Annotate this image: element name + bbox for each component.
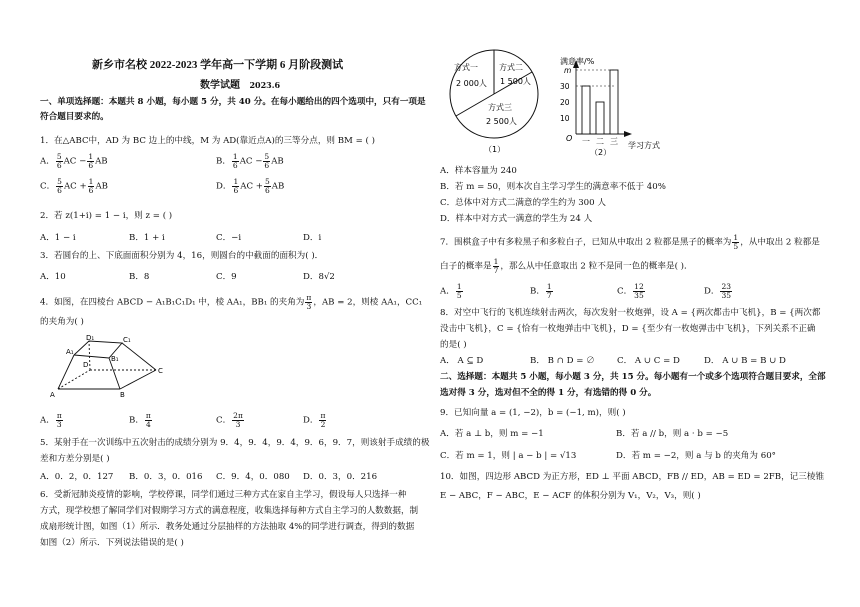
q9-option-b: B．若 a // b，则 a · b = −5: [616, 429, 729, 439]
q9-option-a: A．若 a ⊥ b，则 m = −1: [440, 429, 544, 439]
pie-slice-1-name: 方式一: [454, 63, 478, 72]
q6-option-b: B．若 m = 50，则本次自主学习学生的满意率不低于 40%: [440, 182, 666, 192]
q5-option-d: D．0．3，0．216: [303, 472, 378, 482]
q1-option-d: D． $\frac{1}{6}$ AC + $\frac{5}{6}$ AB: [216, 177, 285, 195]
label-A1: A₁: [66, 348, 74, 356]
q6-option-d: D．样本中对方式一满意的学生为 24 人: [440, 214, 593, 224]
y-tick-label: 20: [560, 98, 570, 107]
label-C: C: [158, 367, 163, 375]
q8-option-a: A． A ⊆ D: [440, 356, 484, 366]
label-C1: C₁: [123, 336, 131, 344]
page-subtitle: [200, 80, 280, 91]
q4-option-c: C． $\frac{2\pi}{3}$: [216, 411, 243, 429]
q4-option-b: B． $\frac{\pi}{4}$: [129, 411, 151, 429]
q10-stem-line1: 10．如图，四边形 ABCD 为正方形，ED ⊥ 平面 ABCD，FB // ED，AB = ED = 2FB，记三棱锥: [440, 472, 825, 482]
q8-option-b: B． B ∩ D = ∅: [530, 356, 595, 366]
y-tick-label: m: [564, 66, 572, 75]
q5-option-b: B．0．3，0．016: [129, 472, 203, 482]
pie-slice-3-value: 2 500人: [486, 117, 517, 126]
q4-option-a: A． $\frac{\pi}{3}$: [40, 411, 62, 429]
y-tick-label: 30: [560, 82, 570, 91]
subtitle-date: 2023.6: [249, 80, 281, 90]
q5-option-c: C．9．4，0．080: [216, 472, 290, 482]
pie-slice-1-value: 2 000人: [456, 79, 487, 88]
q6-stem-line1: 6．受新冠肺炎疫情的影响，学校停课，同学们通过三种方式在家自主学习，假设每人只选择一种: [40, 490, 407, 500]
q2-option-d: D．i: [303, 233, 322, 243]
q5-stem-line2: 差和方差分别是( ): [40, 454, 110, 464]
x-tick-label: 三: [610, 137, 618, 146]
pie-slice-2-name: 方式二: [499, 63, 523, 72]
pie-slice-2-value: 1 500人: [500, 77, 531, 86]
q9-option-c: C．若 m = 1，则 | a − b | = √13: [440, 451, 577, 461]
q3-stem: 3．若圆台的上、下底面面积分别为 4，16，则圆台的中截面的面积为( )．: [40, 251, 324, 261]
q7-option-a: A． $\frac{1}{5}$: [440, 282, 462, 300]
q7-stem-line1: 7．围棋盒子中有多粒黑子和多粒白子，已知从中取出 2 粒都是黑子的概率为 $\frac{1}{5}$ ，从中取出 2 粒都是: [440, 233, 820, 251]
bar-1: [582, 86, 590, 134]
bar-caption: （2）: [590, 148, 612, 157]
bar-chart: [552, 52, 684, 162]
x-axis-arrow: [624, 131, 632, 137]
pie-chart: [448, 48, 540, 160]
q8-stem-line1: 8．对空中飞行的飞机连续射击两次，每次发射一枚炮弹，设 A = {两次都击中飞机}，B = {两次都: [440, 308, 821, 318]
label-B: B: [120, 391, 125, 399]
q6-stem-line2: 方式，现学校想了解同学们对假期学习方式的满意程度，收集选择每种方式自主学习的人数数据，制: [40, 506, 419, 516]
q8-stem-line2: 没击中飞机}，C = {恰有一枚炮弹击中飞机}，D = {至少有一枚炮弹击中飞机}，下列关系不正确: [440, 324, 816, 334]
q6-stem-line3: 成扇形统计图，如图（1）所示．教务处通过分层抽样的方法抽取 4%的同学进行调查，得到的数据: [40, 522, 415, 532]
y-tick-label: 10: [560, 114, 570, 123]
q2-option-b: B．1 + i: [129, 233, 165, 243]
bar-2: [596, 102, 604, 134]
q7-stem-line2: 白子的概率是 $\frac{1}{7}$ ，那么从中任意取出 2 粒不是同一色的概率是( )．: [440, 257, 693, 275]
q5-option-a: A．0．2，0．127: [40, 472, 114, 482]
section2-header-line2: 选对得 3 分，选对但不全的得 1 分，有选错的得 0 分。: [440, 388, 657, 398]
bar-ylabel: 满意率/%: [560, 57, 595, 66]
subtitle-text: 数学试题: [200, 80, 240, 91]
x-tick-label: 一: [582, 137, 590, 146]
q8-option-c: C． A ∪ C = D: [617, 356, 680, 366]
section1-header-line2: 符合题目要求的。: [40, 112, 109, 122]
q1-option-b: B． $\frac{1}{6}$ AC − $\frac{5}{6}$ AB: [216, 152, 284, 170]
q7-option-b: B． $\frac{1}{7}$: [530, 282, 552, 300]
frustum-figure: [46, 333, 171, 403]
pie-slice-3-name: 方式三: [488, 103, 512, 112]
label-D1: D₁: [86, 334, 95, 342]
q4-option-d: D． $\frac{\pi}{2}$: [303, 411, 326, 429]
q2-option-a: A．1 − i: [40, 233, 76, 243]
q1-option-a: A． $\frac{5}{6}$ AC − $\frac{1}{6}$ AB: [40, 152, 108, 170]
q1-option-c: C． $\frac{5}{6}$ AC + $\frac{1}{6}$ AB: [40, 177, 108, 195]
q4-stem: 4．如图，在四棱台 ABCD − A₁B₁C₁D₁ 中，棱 AA₁，BB₁ 的夹角为 $\frac{\pi}{3}$ ，AB = 2，则棱 AA₁，CC₁: [40, 293, 423, 311]
label-D: D: [83, 361, 89, 369]
section2-header-line1: 二、选择题：本题共 5 小题，每小题 3 分，共 15 分。每小题有一个或多个选项符合题目要求，全部: [440, 372, 826, 382]
q10-stem-line2: E − ABC，F − ABC，E − ACF 的体积分别为 V₁，V₂，V₃，则( ): [440, 491, 701, 501]
q6-stem-line4: 如图（2）所示．下列说法错误的是( ): [40, 538, 184, 548]
bar-3: [610, 70, 618, 134]
bar-origin: O: [566, 134, 573, 143]
q2-stem: 2．若 z(1+i) = 1 − i，则 z = ( ): [40, 211, 173, 221]
q3-option-a: A．10: [40, 272, 66, 282]
q8-stem-line3: 的是( ): [440, 340, 467, 350]
q8-option-d: D． A ∪ B = B ∪ D: [704, 356, 786, 366]
q3-option-d: D．8√2: [303, 272, 335, 282]
q9-stem: 9．已知向量 a = (1, −2)，b = (−1, m)，则( ): [440, 408, 626, 418]
x-tick-label: 二: [596, 137, 604, 146]
q3-option-b: B．8: [129, 272, 150, 282]
q1-stem: 1．在△ABC中，AD 为 BC 边上的中线，M 为 AD(靠近点A)的三等分点，则 BM = ( ): [40, 136, 375, 146]
label-B1: B₁: [111, 355, 119, 363]
q9-option-d: D．若 m = −2，则 a 与 b 的夹角为 60°: [616, 451, 776, 461]
q2-option-c: C．−i: [216, 233, 242, 243]
q7-option-c: C． $\frac{12}{35}$: [617, 282, 644, 300]
q6-option-c: C．总体中对方式二满意的学生约为 300 人: [440, 198, 606, 208]
label-A: A: [50, 391, 55, 399]
section1-header-line1: 一、单项选择题：本题共 8 小题，每小题 5 分，共 40 分。在每小题给出的四个选项中，只有一项是: [40, 97, 426, 107]
pie-caption: （1）: [484, 145, 506, 154]
bar-xlabel: 学习方式: [628, 141, 660, 150]
q5-stem-line1: 5．某射手在一次训练中五次射击的成绩分别为 9．4，9．4，9．4，9．6，9．7，则该射手成绩的极: [40, 438, 430, 448]
q3-option-c: C．9: [216, 272, 237, 282]
page-title: 新乡市名校 2022-2023 学年高一下学期 6 月阶段测试: [92, 59, 344, 71]
q6-option-a: A．样本容量为 240: [440, 166, 517, 176]
q7-option-d: D． $\frac{23}{35}$: [704, 282, 732, 300]
q4-stem-cont: 的夹角为( ): [40, 317, 84, 327]
